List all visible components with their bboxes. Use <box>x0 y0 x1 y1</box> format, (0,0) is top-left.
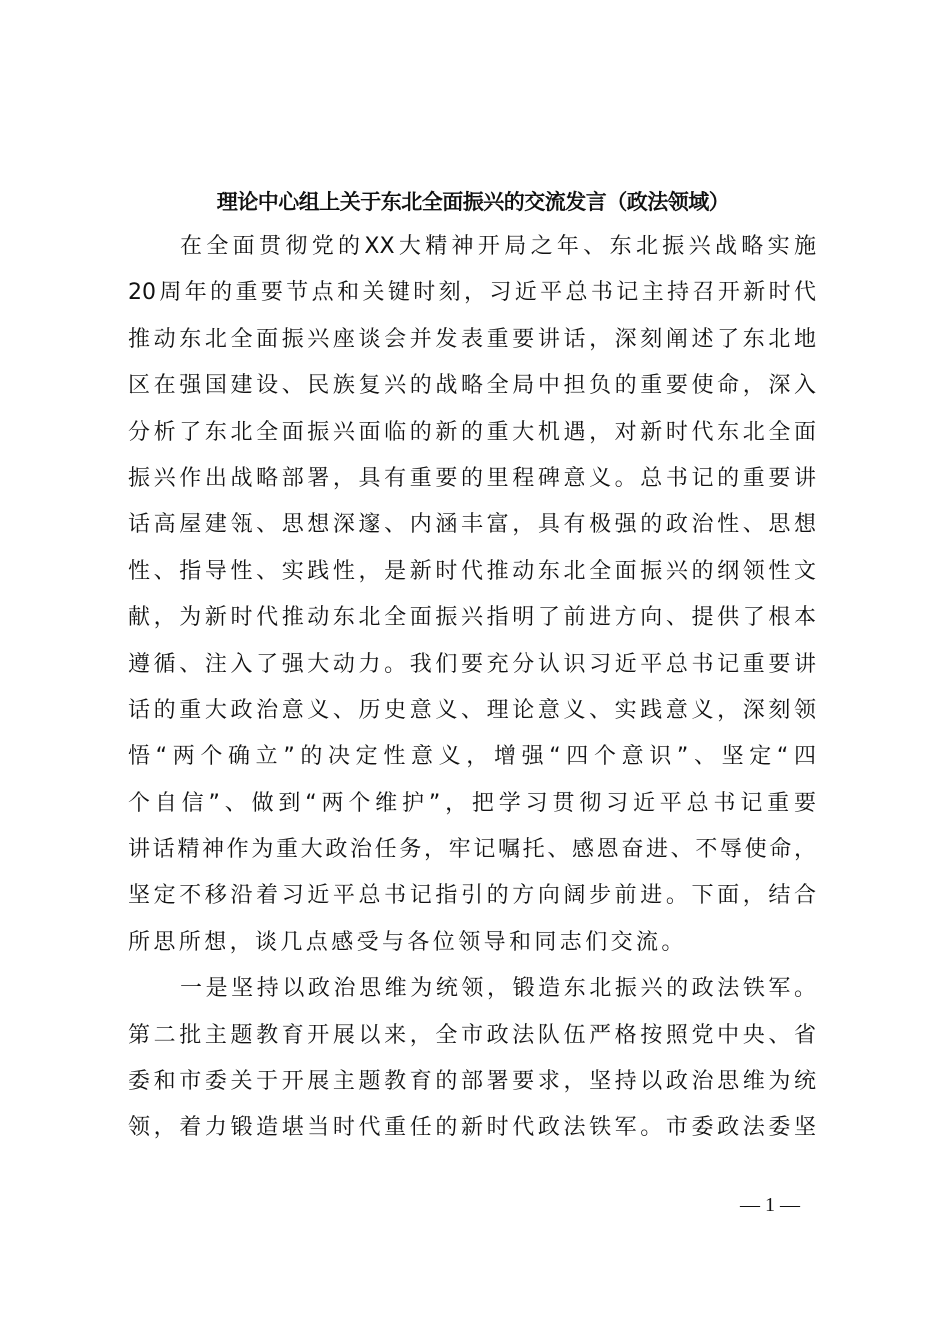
text-line: 一是坚持以政治思维为统领，锻造东北振兴的政法铁军。 <box>180 976 816 1002</box>
paragraph-2 <box>128 966 816 1152</box>
paragraph-1 <box>128 224 816 966</box>
text-line: 在全面贯彻党的XX大精神开局之年、东北振兴战略实施 <box>180 234 816 259</box>
document-body <box>128 224 816 1152</box>
document-title: 理论中心组上关于东北全面振兴的交流发言（政法领域） <box>216 189 730 214</box>
text-line: 遵循、注入了强大动力。我们要充分认识习近平总书记重要讲 <box>128 651 816 677</box>
text-line: 分析了东北全面振兴面临的新的重大机遇，对新时代东北全面 <box>128 419 816 445</box>
page-number: — 1 — <box>740 1194 800 1216</box>
text-line: 个自信”、做到“两个维护”，把学习贯彻习近平总书记重要 <box>128 790 816 816</box>
text-line: 讲话精神作为重大政治任务，牢记嘱托、感恩奋进、不辱使命， <box>128 837 816 863</box>
text-line: 第二批主题教育开展以来，全市政法队伍严格按照党中央、省 <box>128 1022 816 1048</box>
text-line: 区在强国建设、民族复兴的战略全局中担负的重要使命，深入 <box>128 373 816 399</box>
text-line: 话高屋建瓴、思想深邃、内涵丰富，具有极强的政治性、思想 <box>128 512 816 538</box>
text-line: 坚定不移沿着习近平总书记指引的方向阔步前进。下面，结合 <box>128 883 816 909</box>
text-line: 话的重大政治意义、历史意义、理论意义、实践意义，深刻领 <box>128 697 816 723</box>
text-line: 振兴作出战略部署，具有重要的里程碑意义。总书记的重要讲 <box>128 465 816 491</box>
text-line: 性、指导性、实践性，是新时代推动东北全面振兴的纲领性文 <box>128 558 816 584</box>
text-line: 委和市委关于开展主题教育的部署要求，坚持以政治思维为统 <box>128 1069 816 1095</box>
text-line: 领，着力锻造堪当时代重任的新时代政法铁军。市委政法委坚 <box>128 1115 816 1141</box>
text-line: 20周年的重要节点和关键时刻，习近平总书记主持召开新时代 <box>128 280 816 306</box>
text-line: 所思所想，谈几点感受与各位领导和同志们交流。 <box>128 929 687 955</box>
text-line: 推动东北全面振兴座谈会并发表重要讲话，深刻阐述了东北地 <box>128 326 816 352</box>
text-line: 献，为新时代推动东北全面振兴指明了前进方向、提供了根本 <box>128 605 816 631</box>
text-line: 悟“两个确立”的决定性意义，增强“四个意识”、坚定“四 <box>128 744 816 770</box>
